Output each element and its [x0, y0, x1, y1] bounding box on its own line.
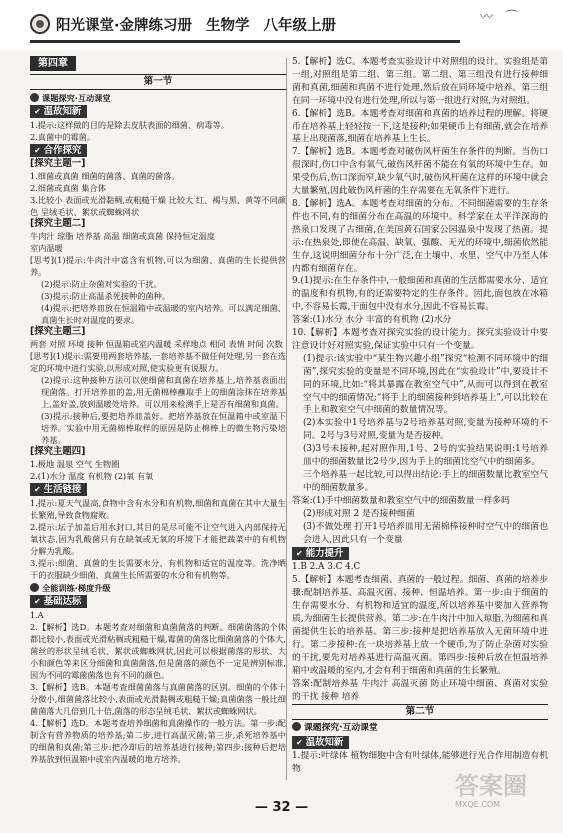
text-line: 室内温暖 [30, 243, 63, 253]
text-line: [思考](1)提示:需要用两套培养基,一套培养基不做任何处理,另一套在选定的环境中进行实验,以形成对照,使实验更有说服力。 [30, 351, 286, 373]
text-line: 1.提示:夏天气温高,食物中含有水分和有机物,细菌和真菌在其中大量生长繁殖,导致食物腐败。 [30, 498, 286, 520]
check-icon: ✔ [296, 738, 303, 748]
section-heading-train: 全能训练·梯度升级 [30, 582, 286, 594]
text-line: 10.【解析】本题考查对探究实验的设计能力。探究实验设计中要注意设计好对照实验,保证实验中只有一个变量。 [292, 328, 548, 351]
text-line: (3)不做处理 打开1号培养皿用无菌棉棒接种时空气中的细菌也会进入,因此只有一个变量 [303, 521, 548, 545]
left-column [30, 56, 286, 765]
text-line: 答案:配制培养基 牛肉汁 高温灭菌 防止环境中细菌、真菌对实验的干扰 接种 培养 [292, 678, 548, 702]
text-line: 2.细菌或真菌 集合体 [30, 183, 106, 193]
text-line: 1.提示:叶绿体 植物细胞中含有叶绿体,能够进行光合作用制造有机物 [292, 751, 548, 775]
text-line: (2)本实验中1号培养基与2号培养基对照,变量为接种环境的不同。2号与3号对照,变量为是否接种。 [303, 418, 548, 442]
subject-label: 生物学 [206, 18, 250, 34]
text-line: (2)提示:防止杂菌对实验的干扰。 [41, 279, 162, 289]
tag-life: ✔ 生活链接 [30, 483, 87, 496]
text-line: (3)提示:防止高温杀死接种的菌种。 [41, 291, 170, 301]
text-line: 3.【解析】选B。本题考查细菌菌落与真菌菌落的区别。细菌的个体十分微小,细菌菌落比较小,表面或光滑黏稠或粗糙干燥;真菌菌落一般比细菌菌落大几倍到几十倍,菌落的形态呈绒毛状、絮状或蜘蛛网状。 [30, 682, 286, 716]
topic-heading: [探究主题三] [30, 326, 86, 337]
page-header [0, 0, 563, 50]
text-line: 牛肉汁 琼脂 培养基 高温 细菌或真菌 保持恒定温度 [30, 231, 215, 241]
column-divider [286, 58, 287, 780]
text-line: 2.【解析】选D。本题考查对细菌和真菌菌落的判断。细菌菌落的个体都比较小,表面或光滑粘稠或粗糙干燥,霉菌的菌落比细菌菌落的个体大,菌丝的形状呈绒毛状、絮状或蜘蛛网状,因此可以根据菌落的形状、大小和颜色等来区分细菌和真菌菌落,但是菌落的颜色不一定是辨别标准,因为不同的霉菌菌落也有不同的颜色。 [30, 622, 286, 680]
section-title: 第一节 [30, 74, 286, 90]
text-line: 答案:(1)手中细菌数量和教室空气中的细菌数量一样多吗 [292, 495, 510, 506]
brand-logo-icon [30, 14, 50, 34]
check-icon: ✔ [34, 485, 41, 494]
tag-basic: ✔ 基础达标 [30, 595, 87, 608]
text-line: 3.提示:细菌、真菌的生长需要水分、有机物和适宜的温度等。洗净晒干的衣服缺少细菌、真菌生长所需要的水分和有机物等。 [30, 558, 286, 580]
check-icon: ✔ [34, 107, 41, 116]
section-heading-explore: 课题探究·互动课堂 [30, 92, 286, 104]
text-line: 1.极地 温泉 空气 生物圈 [30, 459, 120, 469]
text-line: 8.【解析】选A。本题考查对细菌的分布。不同细菌需要的生存条件也不同,有的细菌分布在高温的环境中。科学家在太平洋深海的热泉口发现了古细菌,在美国黄石国家公园温泉中发现了热菌。提示:在热泉处,即使在高温、缺氧、强酸、无光的环境中,细菌依然能生存,这说明细菌分布十分广泛,在土壤中、水里、空气中乃至人体内都有细菌存在。 [292, 198, 548, 274]
check-icon: ✔ [34, 597, 41, 606]
text-line: 1.提示:这样做的目的是除去皮肤表面的细菌、病毒等。 [30, 120, 229, 130]
text-line: (1)提示:该实验中“某生物兴趣小组”探究“检测不同环境中的细菌”,探究实验的变量是不同环境,因此在“实验设计”中,要设计不同的环境,比如:“将其暴露在教室空气中”,从而可以得到在教室空气中的细菌情况;“将手上的细菌接种到培养基上”,可以比较在手上和教室空气中细菌的数量情况等。 [303, 353, 548, 416]
text-line: 答案:(1)水分 水分 丰富的有机物 (2)水分 [292, 315, 452, 326]
tag-improve: ✔ 能力提升 [292, 547, 349, 560]
text-line: 1.细菌或真菌 细菌的菌落、真菌的菌落。 [30, 171, 180, 181]
text-line: 2.(1)水分 温度 有机物 (2)氧 有氧 [30, 471, 154, 481]
text-line: 5.【解析】选C。本题考查实验设计中对照组的设计。实验组是第一组,对照组是第二组、第三组。第二组、第三组没有进行接种细菌和真菌,细菌和真菌不进行处理,然后放在同环境中培养。第三组在同一环境中没有进行处理,所以与第一组进行对照,为对照组。 [292, 57, 548, 106]
watermark-logo: 答案圈 MXQE.COM [455, 772, 527, 809]
text-line: 2.提示:坛子加盖后用水封口,其目的是尽可能不让空气进入内部保持无氧状态,因为乳酸菌只有在缺氧或无氧的环境下才能把蔬菜中的有机物分解为乳酸。 [30, 522, 286, 556]
section-heading-explore-2: 课题探究·互动课堂 [292, 722, 548, 735]
birds-icon: 〰 ⌒ [480, 10, 523, 25]
text-line: (2)提示:这种接种方法可以使细菌和真菌在培养基上,培养基表面出现菌落。打开培养皿的盖,用无菌棉棒蘸取手上的细菌涂抹在培养基上,盖好盖,放到温暖处培养。可以用来检测手上是否有细菌和真菌。 [41, 375, 286, 409]
text-line: 两套 对照 环境 接种 恒温箱或室内温暖 采样地点 相同 表情 时间 次数 [30, 339, 283, 349]
tag-cooperate: ✔ 合作探究 [30, 144, 87, 157]
bullet-icon [30, 583, 39, 592]
text-line: 1.A [30, 610, 44, 620]
text-line: [思考](1)提示:牛肉汁中富含有机物,可以为细菌、真菌的生长提供营养。 [30, 255, 286, 277]
section-title-2: 第二节 [292, 704, 548, 720]
text-line: (3)3号未接种,起对照作用,1号、2号的实验结果说明:1号培养皿中的细菌数量比2号少,因为手上的细菌比空气中的细菌多。 [303, 444, 548, 468]
check-icon: ✔ [296, 549, 303, 559]
tag-review-2: ✔ 温故知新 [292, 736, 349, 749]
bullet-icon [292, 722, 301, 731]
topic-heading: [探究主题二] [30, 218, 86, 229]
text-line: 9.(1)提示:在生存条件中,一般细菌和真菌的生活都需要水分、适宜的温度和有机物,有的还需要特定的生存条件。因此,面包放在冰箱中,不容易长霉,干面包中没有水分,因此不容易长霉。 [292, 276, 548, 313]
check-icon: ✔ [34, 146, 41, 155]
grade-label: 八年级上册 [263, 18, 337, 34]
text-line: 3.比较小 表面或光滑黏稠,或粗糙干燥 比较大 红、褐与黑、黄等不同颜色 呈绒毛状、絮状或蜘蛛网状 [30, 195, 286, 217]
text-line: (3)提示:接种后,要把培养皿盖好。把培养基放在恒温箱中或室温下培养。实验中用无菌棉棒取样的原因是防止棉棒上的微生物污染培养基。 [41, 411, 286, 445]
bullet-icon [30, 93, 39, 102]
text-line: (4)提示:把培养皿放在恒温箱中或温暖的室内培养。可以满足细菌、真菌生长时对温度的要求。 [41, 303, 286, 325]
page-number: — 32 — [254, 800, 309, 815]
text-line: 7.【解析】选B。本题考查对破伤风杆菌生存条件的判断。当伤口很深时,伤口中含有氧气,破伤风杆菌不能在有氧的环境中生存。如果受伤后,伤口深而窄,缺少氧气时,破伤风杆菌在这样的环境中就会大量繁殖,因此破伤风杆菌的生存需要在无氧条件下进行。 [292, 147, 548, 197]
topic-heading: [探究主题四] [30, 446, 86, 457]
text-line: 三个培养基一起比较,可以得出结论:手上的细菌数量比教室空气中的细菌数量多。 [303, 470, 548, 493]
text-line: 1.B 2.A 3.C 4.C [292, 562, 361, 573]
text-line: (2)形成对照 2 是否接种细菌 [303, 508, 415, 519]
tag-review: ✔ 温故知新 [30, 105, 87, 118]
text-line: 5.【解析】本题考查细菌、真菌的一般过程。细菌、真菌的培养步骤:配制培养基、高温灭菌、接种、恒温培养。第一步:由于细菌的生存需要水分、有机物和适宜的温度,所以培养基中要加入营养物质,为细菌生长提供营养。第二步:在牛肉汁中加入琼脂,为细菌和真菌提供生长的培养基。第三步:接种是把培养基放入无菌环境中进行。第二步接种:在一块培养基上放一个硬币,为了防止杂菌对实验的干扰,要先对培养基进行高温灭菌。第四步:接种后放在恒温培养箱中或温暖的室内,才会有利于细菌和真菌的生长繁殖。 [292, 575, 548, 676]
text-line: 6.【解析】选B。本题考查对细菌和真菌的培养过程的理解。将硬币在培养基上轻轻按一下,这是接种;如果硬币上有细菌,就会在培养基上出现菌落,细菌在培养基上生长。 [292, 108, 548, 145]
right-column [292, 56, 548, 776]
chapter-badge: 第四章 [30, 56, 76, 71]
brand-bar [30, 14, 460, 43]
topic-heading: [探究主题一] [30, 158, 86, 169]
text-line: 4.【解析】选D。本题考查培养细菌和真菌操作的一般方法。第一步:配制含有营养物质的培养基;第二步,进行高温灭菌;第三步,杀死培养基中的细菌和真菌;第三步:把冷却后的培养基进行接种;第四步:接种后把培养基放到恒温箱中或室内温暖的地方培养。 [30, 718, 286, 764]
brand-title: 阳光课堂·金牌练习册 [56, 18, 193, 34]
text-line: 2.真菌中的霉菌。 [30, 132, 96, 142]
